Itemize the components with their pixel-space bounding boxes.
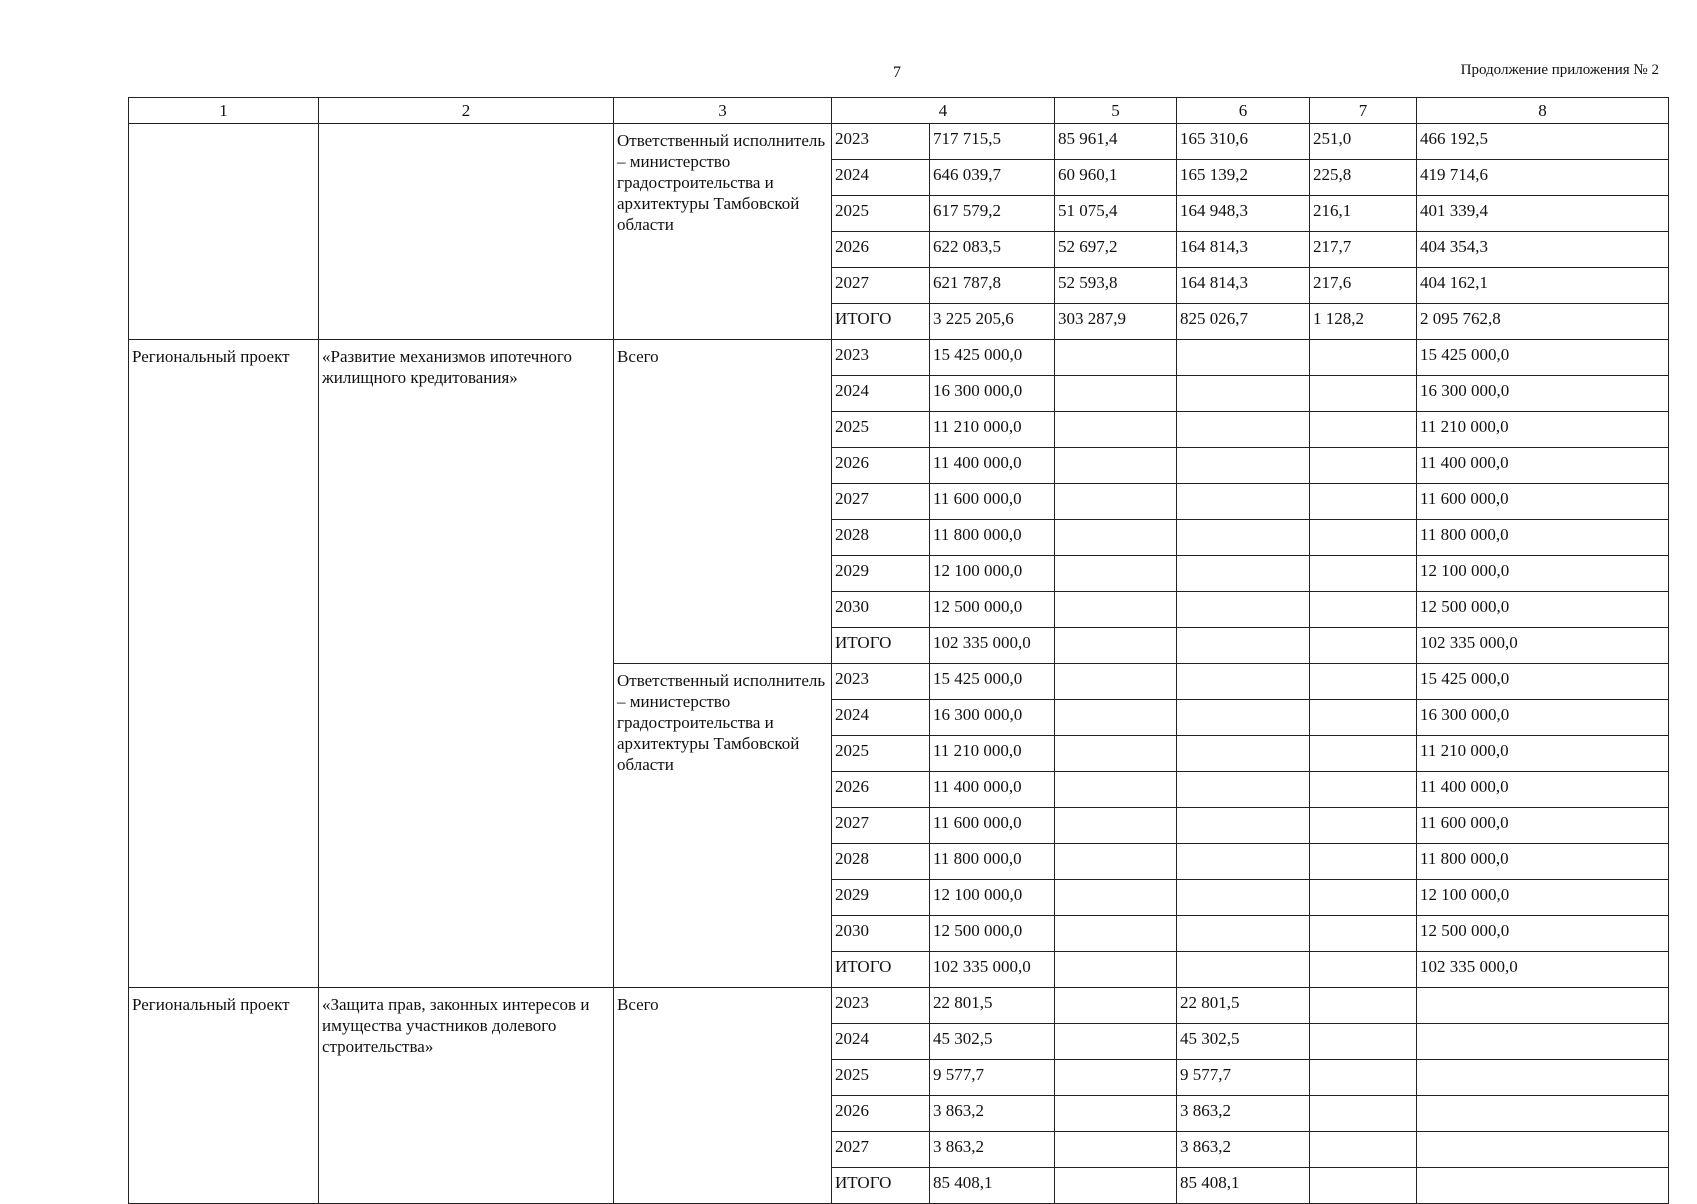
empty-cell	[1055, 736, 1177, 772]
value-cell-c6: 85 408,1	[1177, 1168, 1310, 1204]
empty-cell	[1055, 700, 1177, 736]
value-cell-c4: 15 425 000,0	[930, 664, 1055, 700]
year-cell: 2026	[832, 232, 930, 268]
year-cell: 2025	[832, 736, 930, 772]
column-header: 5	[1055, 98, 1177, 124]
empty-cell	[1177, 880, 1310, 916]
column-header: 1	[129, 98, 319, 124]
empty-cell	[1310, 736, 1417, 772]
year-cell: 2027	[832, 484, 930, 520]
value-cell-c8: 11 400 000,0	[1417, 448, 1669, 484]
empty-cell	[1177, 484, 1310, 520]
value-cell-c4: 11 210 000,0	[930, 736, 1055, 772]
year-cell: 2023	[832, 340, 930, 376]
value-cell-c7: 217,7	[1310, 232, 1417, 268]
empty-cell	[1310, 412, 1417, 448]
column-header: 4	[832, 98, 1055, 124]
year-cell: 2023	[832, 988, 930, 1024]
year-cell: 2026	[832, 772, 930, 808]
empty-cell	[1055, 376, 1177, 412]
value-cell-c4: 12 100 000,0	[930, 556, 1055, 592]
empty-cell	[1310, 772, 1417, 808]
value-cell-c4: 11 400 000,0	[930, 772, 1055, 808]
year-cell: 2028	[832, 520, 930, 556]
empty-cell	[1417, 1096, 1669, 1132]
total-label: Всего	[614, 340, 832, 664]
value-cell-c4: 12 500 000,0	[930, 916, 1055, 952]
year-cell: 2025	[832, 196, 930, 232]
empty-cell	[1055, 520, 1177, 556]
year-cell: ИТОГО	[832, 304, 930, 340]
value-cell-c7: 225,8	[1310, 160, 1417, 196]
empty-cell	[1417, 988, 1669, 1024]
empty-cell	[1310, 448, 1417, 484]
empty-cell	[1310, 1096, 1417, 1132]
project-name: «Развитие механизмов ипотечного жилищного кредитования»	[319, 340, 614, 988]
empty-cell	[1310, 664, 1417, 700]
project-name: «Защита прав, законных интересов и имущества участников долевого строительства»	[319, 988, 614, 1204]
table-row	[129, 340, 1669, 376]
empty-cell	[1417, 1168, 1669, 1204]
empty-cell	[1310, 916, 1417, 952]
empty-cell	[1177, 448, 1310, 484]
year-cell: ИТОГО	[832, 628, 930, 664]
value-cell-c5: 51 075,4	[1055, 196, 1177, 232]
value-cell-c8: 404 162,1	[1417, 268, 1669, 304]
page-number: 7	[893, 64, 901, 81]
value-cell-c8: 12 500 000,0	[1417, 916, 1669, 952]
value-cell-c4: 12 100 000,0	[930, 880, 1055, 916]
year-cell: 2024	[832, 1024, 930, 1060]
year-cell: 2024	[832, 160, 930, 196]
value-cell-c8: 16 300 000,0	[1417, 376, 1669, 412]
empty-cell	[1055, 592, 1177, 628]
year-cell: 2026	[832, 1096, 930, 1132]
value-cell-c8: 2 095 762,8	[1417, 304, 1669, 340]
value-cell-c8: 11 210 000,0	[1417, 412, 1669, 448]
value-cell-c6: 164 948,3	[1177, 196, 1310, 232]
empty-cell	[1310, 700, 1417, 736]
empty-cell	[1055, 808, 1177, 844]
empty-cell	[1055, 628, 1177, 664]
value-cell-c4: 16 300 000,0	[930, 376, 1055, 412]
value-cell-c7: 251,0	[1310, 124, 1417, 160]
empty-cell	[1310, 484, 1417, 520]
empty-cell	[1055, 844, 1177, 880]
executor-cell: Ответственный исполнитель – министерство градостроительства и архитектуры Тамбовской области	[614, 664, 832, 988]
year-cell: 2027	[832, 1132, 930, 1168]
value-cell-c4: 45 302,5	[930, 1024, 1055, 1060]
empty-cell	[1055, 772, 1177, 808]
value-cell-c8: 15 425 000,0	[1417, 340, 1669, 376]
value-cell-c4: 622 083,5	[930, 232, 1055, 268]
year-cell: 2029	[832, 556, 930, 592]
value-cell-c6: 164 814,3	[1177, 232, 1310, 268]
value-cell-c4: 11 400 000,0	[930, 448, 1055, 484]
value-cell-c4: 15 425 000,0	[930, 340, 1055, 376]
value-cell-c4: 646 039,7	[930, 160, 1055, 196]
year-cell: 2028	[832, 844, 930, 880]
empty-cell	[1055, 340, 1177, 376]
year-cell: 2024	[832, 700, 930, 736]
value-cell-c4: 11 800 000,0	[930, 844, 1055, 880]
value-cell-c8: 16 300 000,0	[1417, 700, 1669, 736]
funding-table	[128, 97, 1669, 1204]
value-cell-c8: 11 600 000,0	[1417, 484, 1669, 520]
value-cell-c5: 52 593,8	[1055, 268, 1177, 304]
year-cell: 2025	[832, 412, 930, 448]
empty-cell	[1177, 916, 1310, 952]
value-cell-c8: 11 400 000,0	[1417, 772, 1669, 808]
column-header: 8	[1417, 98, 1669, 124]
value-cell-c5: 85 961,4	[1055, 124, 1177, 160]
empty-cell	[1055, 448, 1177, 484]
value-cell-c4: 22 801,5	[930, 988, 1055, 1024]
empty-cell	[1417, 1132, 1669, 1168]
value-cell-c4: 621 787,8	[930, 268, 1055, 304]
empty-cell	[1055, 952, 1177, 988]
value-cell-c6: 9 577,7	[1177, 1060, 1310, 1096]
empty-cell	[1177, 664, 1310, 700]
value-cell-c4: 16 300 000,0	[930, 700, 1055, 736]
empty-cell	[1310, 1024, 1417, 1060]
value-cell-c4: 11 600 000,0	[930, 808, 1055, 844]
value-cell-c6: 3 863,2	[1177, 1096, 1310, 1132]
empty-cell	[1310, 1168, 1417, 1204]
total-label: Всего	[614, 988, 832, 1204]
empty-cell	[1177, 520, 1310, 556]
year-cell: 2030	[832, 916, 930, 952]
empty-cell	[1177, 340, 1310, 376]
year-cell: 2023	[832, 664, 930, 700]
value-cell-c7: 216,1	[1310, 196, 1417, 232]
value-cell-c8: 419 714,6	[1417, 160, 1669, 196]
table-row	[129, 988, 1669, 1024]
empty-cell	[1177, 376, 1310, 412]
value-cell-c8: 102 335 000,0	[1417, 628, 1669, 664]
empty-cell	[1310, 520, 1417, 556]
empty-cell	[1177, 628, 1310, 664]
empty-cell	[1177, 736, 1310, 772]
empty-cell	[1310, 952, 1417, 988]
empty-cell	[1055, 880, 1177, 916]
value-cell-c5: 60 960,1	[1055, 160, 1177, 196]
value-cell-c6: 165 310,6	[1177, 124, 1310, 160]
empty-cell	[1055, 1060, 1177, 1096]
empty-cell	[1055, 556, 1177, 592]
appendix-continuation-note: Продолжение приложения № 2	[1460, 62, 1659, 78]
value-cell-c4: 12 500 000,0	[930, 592, 1055, 628]
empty-cell	[1310, 376, 1417, 412]
year-cell: 2026	[832, 448, 930, 484]
empty-cell	[1310, 988, 1417, 1024]
empty-cell	[1055, 1024, 1177, 1060]
empty-cell	[1310, 1132, 1417, 1168]
column-header-row	[129, 98, 1669, 124]
value-cell-c8: 11 600 000,0	[1417, 808, 1669, 844]
value-cell-c6: 22 801,5	[1177, 988, 1310, 1024]
value-cell-c4: 85 408,1	[930, 1168, 1055, 1204]
empty-cell	[1177, 556, 1310, 592]
empty-cell	[1310, 808, 1417, 844]
value-cell-c4: 3 863,2	[930, 1132, 1055, 1168]
empty-cell	[1177, 772, 1310, 808]
year-cell: 2025	[832, 1060, 930, 1096]
value-cell-c4: 717 715,5	[930, 124, 1055, 160]
column-header: 7	[1310, 98, 1417, 124]
value-cell-c4: 617 579,2	[930, 196, 1055, 232]
value-cell-c5: 52 697,2	[1055, 232, 1177, 268]
empty-cell	[1055, 1132, 1177, 1168]
value-cell-c4: 102 335 000,0	[930, 952, 1055, 988]
empty-cell	[1177, 592, 1310, 628]
project-type: Региональный проект	[129, 340, 319, 988]
empty-cell	[1177, 700, 1310, 736]
empty-cell	[1310, 1060, 1417, 1096]
empty-cell	[1055, 484, 1177, 520]
year-cell: 2029	[832, 880, 930, 916]
value-cell-c6: 825 026,7	[1177, 304, 1310, 340]
empty-cell	[1055, 412, 1177, 448]
value-cell-c8: 11 210 000,0	[1417, 736, 1669, 772]
value-cell-c4: 3 863,2	[930, 1096, 1055, 1132]
empty-cell	[1310, 880, 1417, 916]
value-cell-c4: 11 210 000,0	[930, 412, 1055, 448]
empty-cell	[129, 124, 319, 340]
year-cell: 2027	[832, 268, 930, 304]
year-cell: ИТОГО	[832, 1168, 930, 1204]
value-cell-c8: 12 500 000,0	[1417, 592, 1669, 628]
empty-cell	[1055, 1096, 1177, 1132]
empty-cell	[1177, 844, 1310, 880]
empty-cell	[1417, 1024, 1669, 1060]
column-header: 3	[614, 98, 832, 124]
value-cell-c6: 3 863,2	[1177, 1132, 1310, 1168]
column-header: 2	[319, 98, 614, 124]
empty-cell	[319, 124, 614, 340]
table-row	[129, 124, 1669, 160]
value-cell-c4: 9 577,7	[930, 1060, 1055, 1096]
value-cell-c6: 164 814,3	[1177, 268, 1310, 304]
column-header: 6	[1177, 98, 1310, 124]
value-cell-c4: 3 225 205,6	[930, 304, 1055, 340]
year-cell: 2024	[832, 376, 930, 412]
value-cell-c6: 165 139,2	[1177, 160, 1310, 196]
empty-cell	[1310, 340, 1417, 376]
empty-cell	[1055, 988, 1177, 1024]
empty-cell	[1177, 952, 1310, 988]
value-cell-c7: 1 128,2	[1310, 304, 1417, 340]
empty-cell	[1310, 556, 1417, 592]
value-cell-c8: 401 339,4	[1417, 196, 1669, 232]
value-cell-c8: 15 425 000,0	[1417, 664, 1669, 700]
year-cell: ИТОГО	[832, 952, 930, 988]
executor-cell: Ответственный исполнитель – министерство градостроительства и архитектуры Тамбовской области	[614, 124, 832, 340]
value-cell-c7: 217,6	[1310, 268, 1417, 304]
empty-cell	[1055, 664, 1177, 700]
empty-cell	[1055, 916, 1177, 952]
value-cell-c5: 303 287,9	[1055, 304, 1177, 340]
empty-cell	[1310, 592, 1417, 628]
project-type: Региональный проект	[129, 988, 319, 1204]
value-cell-c8: 466 192,5	[1417, 124, 1669, 160]
value-cell-c4: 11 600 000,0	[930, 484, 1055, 520]
value-cell-c8: 12 100 000,0	[1417, 556, 1669, 592]
value-cell-c8: 102 335 000,0	[1417, 952, 1669, 988]
empty-cell	[1310, 844, 1417, 880]
value-cell-c6: 45 302,5	[1177, 1024, 1310, 1060]
value-cell-c8: 11 800 000,0	[1417, 844, 1669, 880]
empty-cell	[1417, 1060, 1669, 1096]
year-cell: 2023	[832, 124, 930, 160]
empty-cell	[1177, 808, 1310, 844]
empty-cell	[1310, 628, 1417, 664]
year-cell: 2030	[832, 592, 930, 628]
empty-cell	[1055, 1168, 1177, 1204]
value-cell-c8: 404 354,3	[1417, 232, 1669, 268]
empty-cell	[1177, 412, 1310, 448]
value-cell-c4: 11 800 000,0	[930, 520, 1055, 556]
year-cell: 2027	[832, 808, 930, 844]
value-cell-c8: 12 100 000,0	[1417, 880, 1669, 916]
value-cell-c4: 102 335 000,0	[930, 628, 1055, 664]
value-cell-c8: 11 800 000,0	[1417, 520, 1669, 556]
